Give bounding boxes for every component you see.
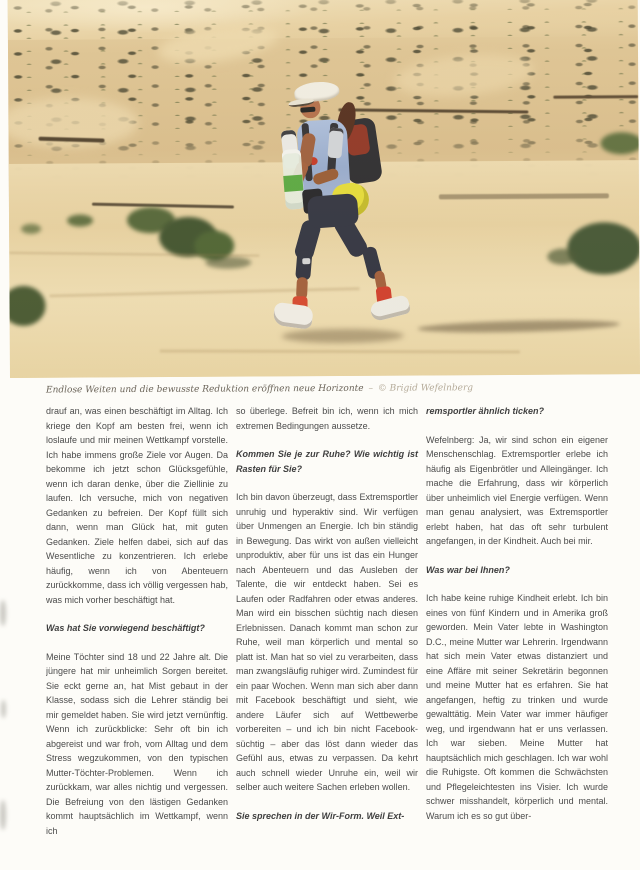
- interview-question: Sie sprechen in der Wir-Form. Weil Ext-: [236, 810, 405, 821]
- photo-color-veil: [8, 0, 640, 378]
- paragraph: Wefelnberg: Ja, wir sind schon ein eigener Menschenschlag. Extremsportler erlebe ich häufig als Eigenbrötler und Alleingänger. Ich mache die Erfahrung, dass wir körperlich über unheimlich viel Energie verfügen. Wenn man genau analysiert, was Extremsportler erlebt haben, hat das oft sehr turbulent angefangen, in der Kindheit. Auch bei mir.: [426, 434, 608, 546]
- paragraph: drauf an, was einen beschäftigt im Alltag. Ich kriege den Kopf am besten frei, wenn ich loslaufe und mir meinen Wettkampf vorstelle. Ich habe immens große Ziele vor Augen. Da bekomme ich jetzt schon Glücksgefühle, wenn ich daran denke, über die Ziellinie zu laufen. Ich versuche, mich von negativen Gedanken zu befreien. Der Kopf füllt sich dann, wenn man Glück hat, mit guten Gedanken. Ziele helfen dabei, sich auf das Wesentliche zu konzentrieren. Ich erlebe häufig, wenn ich von Abenteuern zurückkomme, dass ich völlig vergessen hab, was mich vorher beschäftigt hat.: [46, 406, 228, 605]
- interview-question-continued: remsportler ähnlich ticken?: [426, 406, 545, 416]
- article-column-3: [426, 404, 608, 868]
- desert-photo: [8, 0, 640, 378]
- caption-credit: © Brigid Wefelnberg: [377, 383, 474, 394]
- paragraph: Ich habe keine ruhige Kindheit erlebt. Ich bin eines von fünf Kindern und in Amerika groß geworden. Mein Vater lebte in Washington D.C., meine Mutter war Lehrerin. Irgendwann hat sich mein Vater etwas distanziert und eine Affäre mit seiner Sekretärin begonnen und meine Mutter hat es erfahren. Sie hat angefangen, heftig zu trinken und wurde gewalttätig. Mein Vater war immer häufiger weg, und irgendwann hat er uns verlassen. Ich war sieben. Meine Mutter hat hauptsächlich mich geschlagen. Ich war wohl die Ruhigste. Oft kommen die Schwächsten und Pflegeleichtesten ins Visier. Ich wurde schwer misshandelt, körperlich und mental. Warum ich es so gut über-: [426, 593, 608, 821]
- article-column-2: [236, 404, 418, 868]
- article: [46, 404, 608, 868]
- paragraph: so überlege. Befreit bin ich, wenn ich mich extremen Bedingungen aussetze.: [236, 406, 418, 431]
- scan-artifact: [0, 600, 6, 626]
- interview-question: Was hat Sie vorwiegend beschäftigt?: [46, 623, 205, 633]
- scan-artifact: [0, 800, 6, 830]
- caption-text: Endlose Weiten und die bewusste Reduktion eröffnen neue Horizonte: [45, 383, 364, 396]
- caption-separator: –: [368, 383, 373, 394]
- paragraph: Meine Töchter sind 18 und 22 Jahre alt. Die jüngere hat mir unheimlich Sorgen bereitet. Sie eckt gerne an, hat Mist gebaut in der Klasse, sodass sich die Lehrer ständig bei mir gemeldet haben. Sie wird jetzt vernünftig. Wenn ich zurückblicke: Sehr oft bin ich abgereist und war froh, vom Alltag und dem Stress wegzukommen, von den typischen Mutter-Töchter-Problemen. Wenn ich zurückkam, war alles nichtig und vergessen. Die Befreiung von den lästigen Gedanken kommt hauptsächlich im Wettkampf, wenn ich: [46, 651, 228, 836]
- interview-question: Kommen Sie je zur Ruhe? Wie wichtig ist Rasten für Sie?: [236, 449, 418, 474]
- interview-question: Was war bei Ihnen?: [426, 564, 510, 575]
- photo-caption: [46, 383, 608, 396]
- paragraph: Ich bin davon überzeugt, dass Extremsportler unruhig und hyperaktiv sind. Wir verfügen über Unmengen an Energie. Ich bin ständig in Bewegung. Das wirkt von außen vielleicht unproduktiv, aber für uns ist das ein Hunger nach Abenteuern und das Ausleben der Talente, die wir entdeckt haben. Sei es Laufen oder Radfahren oder etwas anderes. Man wird ein bisschen süchtig nach diesen Erlebnissen. Danach kommt man schon zur Ruhe, weil man körperlich und mental so platt ist. Man hat so viel zu verarbeiten, dass man zwangsläufig ruhiger wird. Zumindest für ein paar Wochen. Wenn man sich aber dann mit Facebook beschäftigt und sieht, wie andere Läufer sich auf Wettbewerbe vorbereiten – und ich bin nicht Facebook-süchtig – aber das löst dann wieder das Gefühl aus, etwas zu verpassen. Da kehrt auch schnell wieder Unruhe ein, weil wir selber auch weitere Sachen erleben wollen.: [236, 492, 418, 792]
- article-column-1: [46, 404, 228, 868]
- scan-artifact: [1, 700, 6, 718]
